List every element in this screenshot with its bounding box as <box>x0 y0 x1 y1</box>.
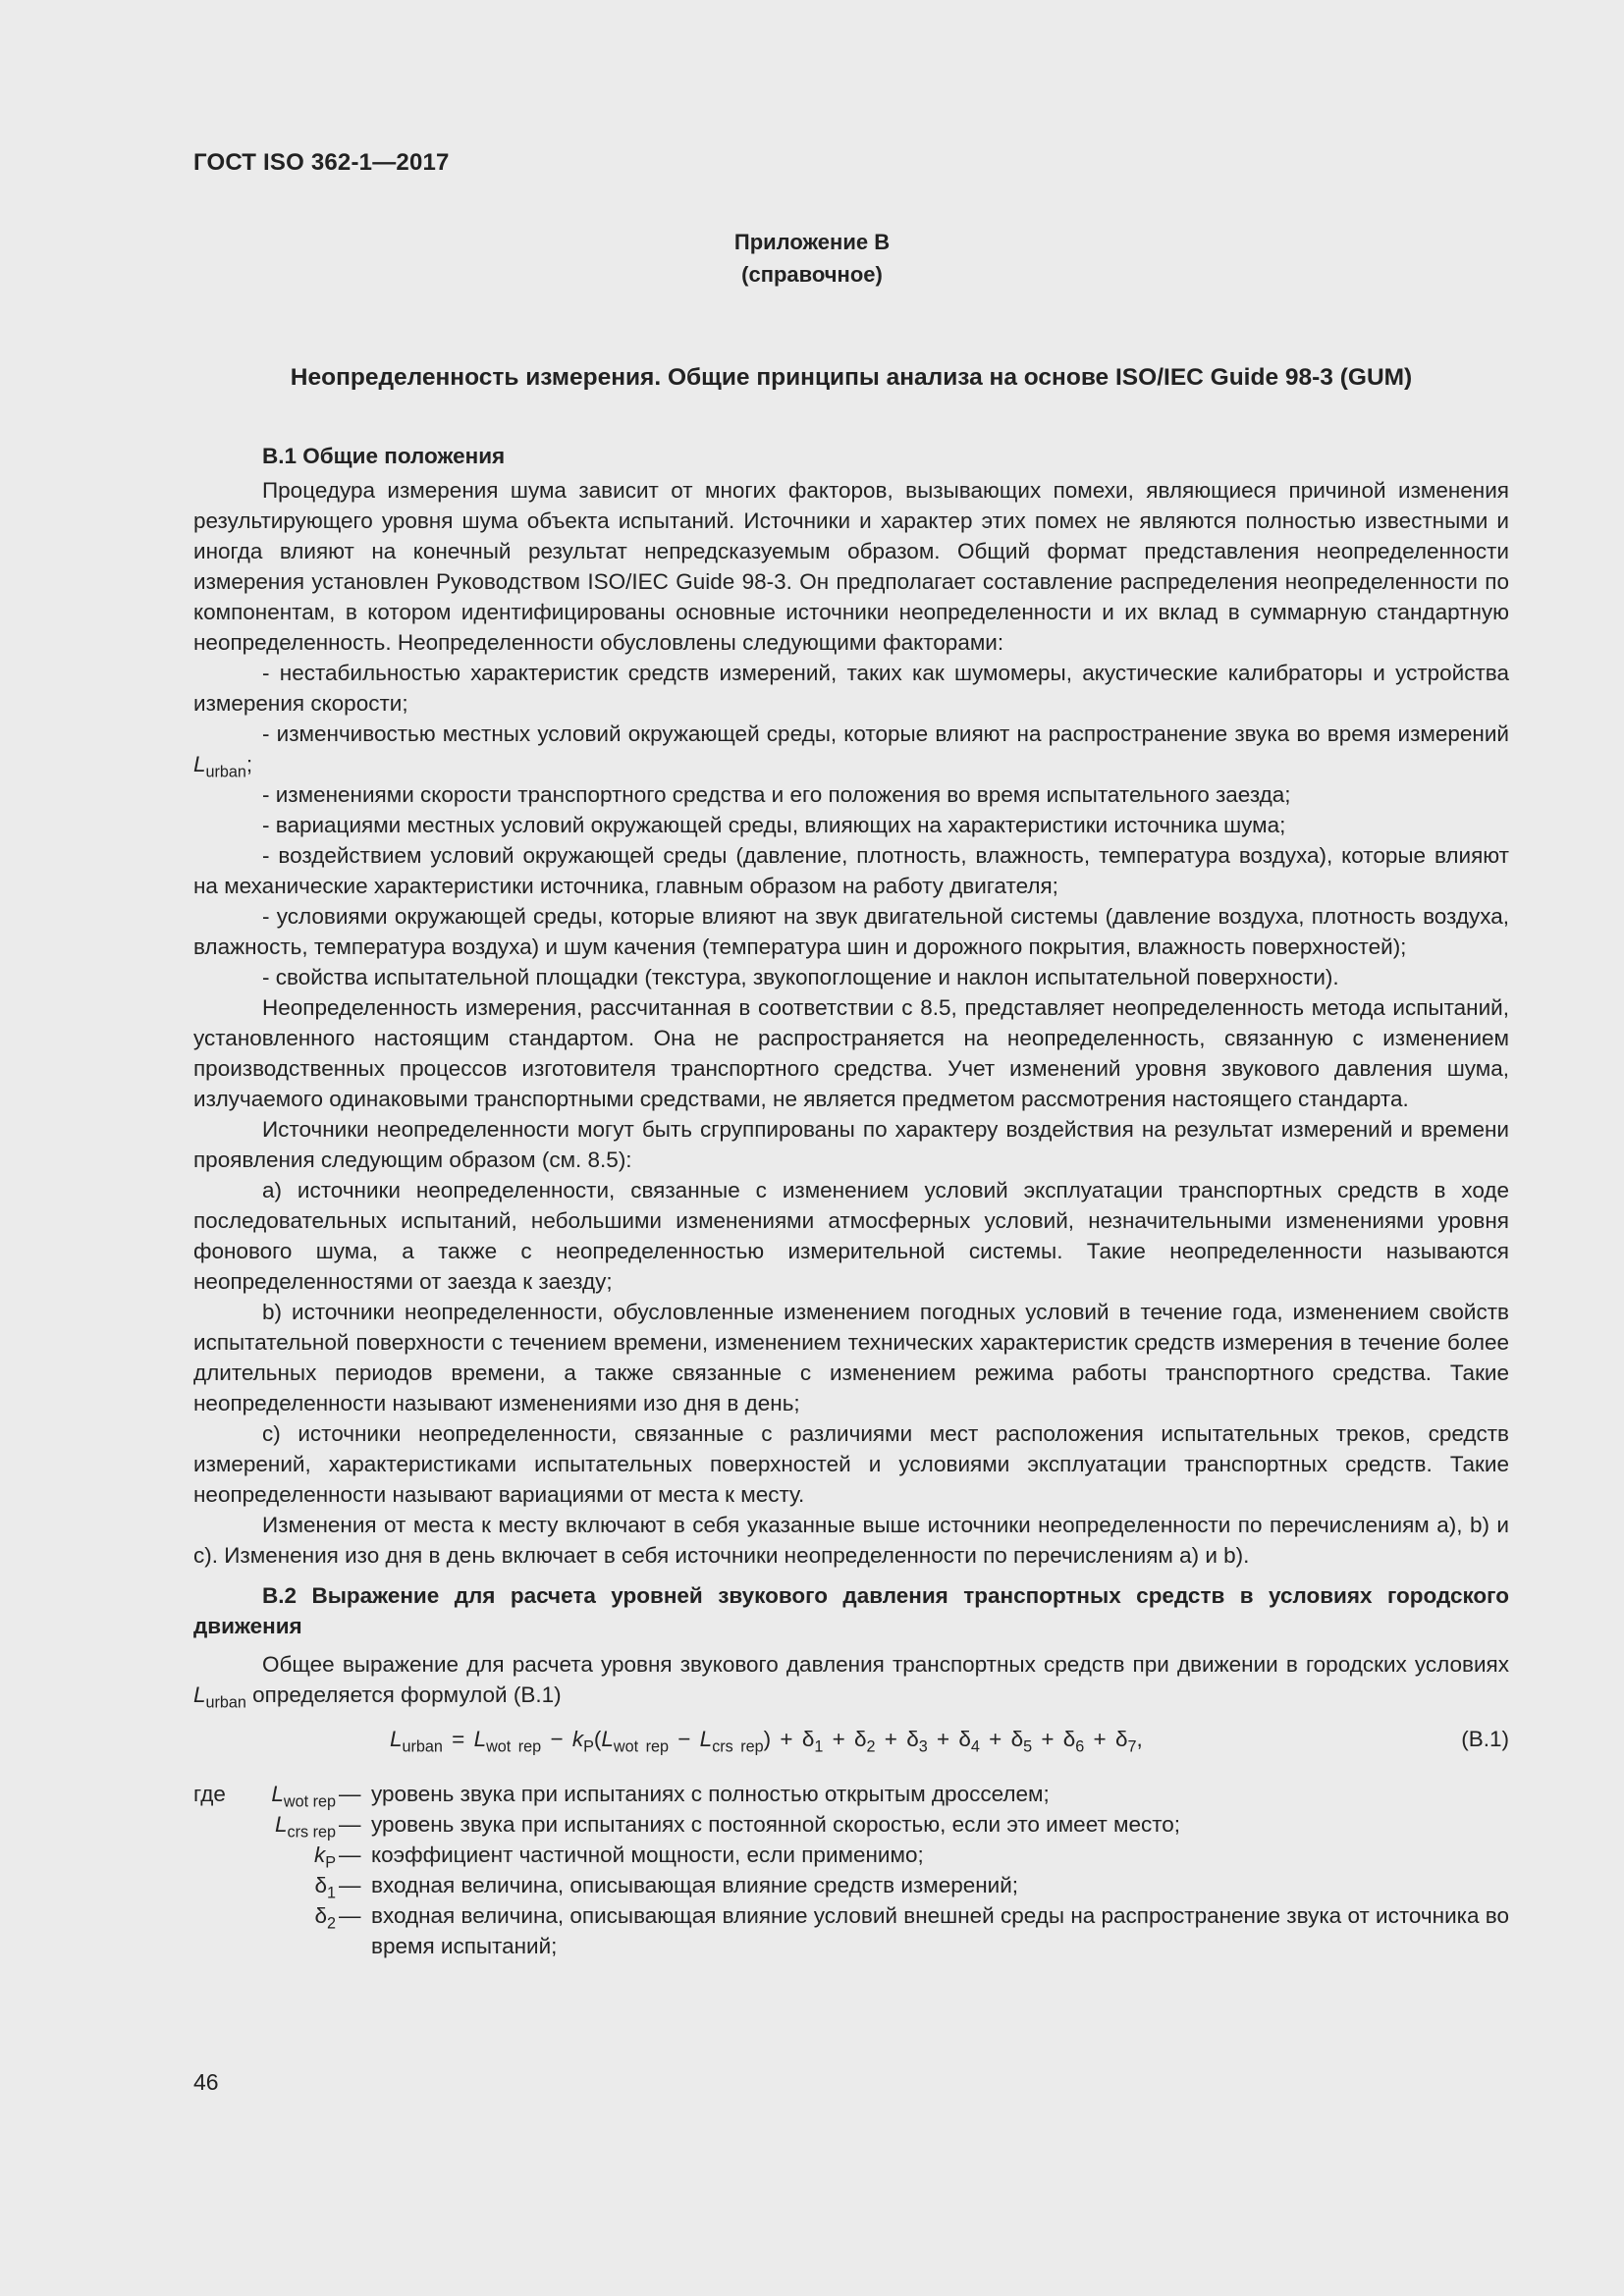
paragraph-formula-intro: Общее выражение для расчета уровня звукового давления транспортных средств при движении в городских условиях $L_{urban}$ определяется формулой (В.1) <box>193 1652 1509 1712</box>
document-header: ГОСТ ISO 362-1—2017 <box>193 149 450 176</box>
definition-dash: — <box>339 1873 361 1897</box>
list-item-factor: - нестабильностью характеристик средств измерений, таких как шумомеры, акустические калибраторы и устройства измерения скорости; <box>193 661 1509 716</box>
formula-number: (В.1) <box>1461 1727 1509 1751</box>
list-item-factor: - воздействием условий окружающей среды (давление, плотность, влажность, температура воздуха), которые влияют на механические характеристики источника, главным образом на работу двигателя; <box>193 843 1509 898</box>
definition-symbol: $L_{wot rep}$ <box>271 1782 336 1811</box>
where-label: где <box>193 1782 226 1806</box>
page-number: 46 <box>193 2069 219 2095</box>
annex-label: Приложение В <box>733 230 891 254</box>
paragraph-intro: Процедура измерения шума зависит от многих факторов, вызывающих помехи, являющиеся причиной изменения результирующего уровня шума объекта испытаний. Источники и характер этих помех не являются полностью известными и иногда влияют на конечный результат непредсказуемым образом. Общий формат представления неопределенности измерения установлен Руководством ISO/IEC Guide 98-3. Он предполагает составление распределения неопределенности по компонентам, в котором идентифицированы основные источники неопределенности и их вклад в суммарную стандартную неопределенность. Неопределенности обусловлены следующими факторами: <box>193 478 1509 655</box>
definition-text: входная величина, описывающая влияние условий внешней среды на распространение звука от источника во время испытаний; <box>371 1903 1509 1958</box>
variable-definitions <box>193 1779 1509 1961</box>
definition-row <box>193 1809 1509 1840</box>
annex-type: (справочное) <box>741 262 883 287</box>
definition-dash: — <box>339 1842 361 1867</box>
section-heading-b1: В.1 Общие положения <box>262 444 506 468</box>
definition-dash: — <box>339 1782 361 1806</box>
formula-expression: $L_{urban} = L_{wot rep} - k_P(L_{wot rep} - L_{crs rep}) + \delta_1 + \delta_2 + \delta_3 + \delta_4 + \delta_5 + \delta_6 + \delta_7$, <box>390 1727 1143 1756</box>
definition-row <box>193 1870 1509 1900</box>
definition-symbol: $k_P$ <box>313 1842 336 1872</box>
section-heading-b2: В.2 Выражение для расчета уровней звукового давления транспортных средств в условиях городского движения <box>193 1583 1509 1638</box>
definition-row <box>193 1779 1509 1809</box>
list-item-a: a) источники неопределенности, связанные с изменением условий эксплуатации транспортных средств в ходе последовательных испытаний, небольшими изменениями атмосферных условий, незначительными изменениями уровня фонового шума, а также с неопределенностью измерительной системы. Такие неопределенности называются неопределенностями от заезда к заезду; <box>193 1178 1509 1294</box>
definition-dash: — <box>339 1903 361 1928</box>
annex-heading <box>0 226 1624 291</box>
paragraph: Источники неопределенности могут быть сгруппированы по характеру воздействия на результат измерений и времени проявления следующим образом (см. 8.5): <box>193 1117 1509 1172</box>
document-body <box>193 441 1509 1961</box>
paragraph: Неопределенность измерения, рассчитанная в соответствии с 8.5, представляет неопределенность метода испытаний, установленного настоящим стандартом. Она не распространяется на неопределенность, связанную с изменением производственных процессов изготовителя транспортного средства. Учет изменений уровня звукового давления шума, излучаемого одинаковыми транспортными средствами, не является предметом рассмотрения настоящего стандарта. <box>193 995 1509 1111</box>
definition-symbol: $\delta_2$ <box>314 1903 336 1933</box>
annex-title: Неопределенность измерения. Общие принципы анализа на основе ISO/IEC Guide 98-3 (GUM) <box>290 364 1413 391</box>
definition-text: уровень звука при испытаниях с постоянной скоростью, если это имеет место; <box>371 1812 1181 1837</box>
formula-b1 <box>193 1720 1509 1765</box>
list-item-c: c) источники неопределенности, связанные с различиями мест расположения испытательных треков, средств измерений, характеристиками испытательных поверхностей и условиями эксплуатации транспортных средств. Такие неопределенности называют вариациями от места к месту. <box>193 1421 1509 1507</box>
definition-symbol: $\delta_1$ <box>314 1873 336 1902</box>
definition-text: входная величина, описывающая влияние средств измерений; <box>371 1873 1019 1897</box>
definition-row <box>193 1840 1509 1870</box>
definition-text: коэффициент частичной мощности, если применимо; <box>371 1842 924 1867</box>
paragraph: Изменения от места к месту включают в себя указанные выше источники неопределенности по перечислениям a), b) и c). Изменения изо дня в день включает в себя источники неопределенности по перечислениям a) и b). <box>193 1513 1509 1568</box>
definition-dash: — <box>339 1812 361 1837</box>
list-item-factor: - условиями окружающей среды, которые влияют на звук двигательной системы (давление воздуха, плотность воздуха, влажность, температура воздуха) и шум качения (температура шин и дорожного покрытия, влажность поверхностей); <box>193 904 1509 959</box>
list-item-b: b) источники неопределенности, обусловленные изменением погодных условий в течение года, изменением свойств испытательной поверхности с течением времени, изменением технических характеристик средств измерения в течение более длительных периодов времени, а также связанные с изменением режима работы транспортного средства. Такие неопределенности называют изменениями изо дня в день; <box>193 1300 1509 1415</box>
list-item-factor: - вариациями местных условий окружающей среды, влияющих на характеристики источника шума; <box>262 813 1286 837</box>
definition-symbol: $L_{crs rep}$ <box>275 1812 336 1842</box>
list-item-factor: - изменениями скорости транспортного средства и его положения во время испытательного заезда; <box>262 782 1291 807</box>
list-item-factor: - свойства испытательной площадки (текстура, звукопоглощение и наклон испытательной поверхности). <box>262 965 1339 989</box>
list-item-factor: - изменчивостью местных условий окружающей среды, которые влияют на распространение звука во время измерений $L_{urban}$; <box>193 721 1509 781</box>
definition-text: уровень звука при испытаниях с полностью открытым дросселем; <box>371 1782 1050 1806</box>
definition-row <box>193 1900 1509 1961</box>
